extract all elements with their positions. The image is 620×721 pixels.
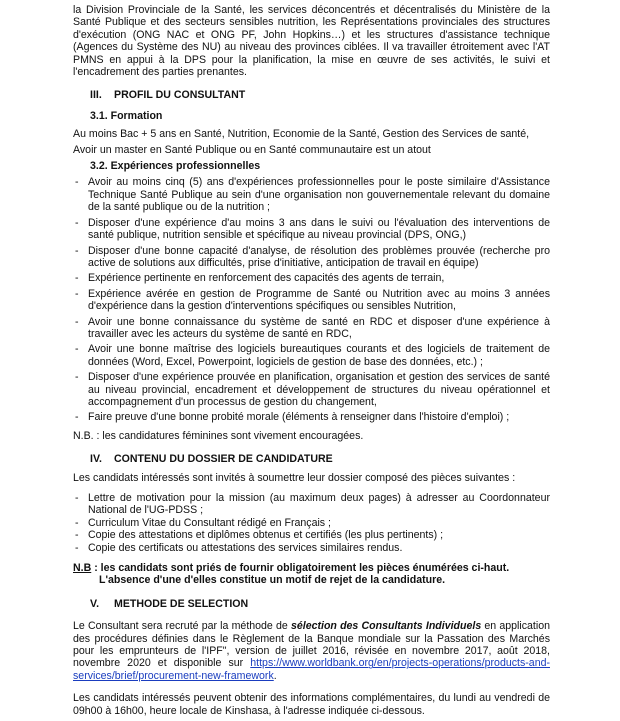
section-5-number: V. xyxy=(90,597,100,610)
list-item: - Avoir au moins cinq (5) ans d'expériences professionnelles pour le poste similaire d'Assistance Technique Santé Publique au sein d'une organisation non gouvernementale relevant du domaine de la santé publique ou de la nutrition ; xyxy=(75,176,550,214)
note-label: N.B xyxy=(73,562,92,575)
list-item: - Expérience pertinente en renforcement des capacités des agents de terrain, xyxy=(75,272,445,285)
section-5-heading xyxy=(90,598,620,610)
experience-list xyxy=(75,176,550,423)
dossier-list xyxy=(75,492,550,554)
selection-method-emphasis: sélection des Consultants Individuels xyxy=(290,620,482,633)
intro-paragraph: la Division Provinciale de la Santé, les services déconcentrés et décentralisés du Ministère de la Santé Publique et des secteurs sensibles nutrition, les Représentations provinciales des structures d'exécution (ONG NAC et ONG PF, John Hopkins…) et les structures d'assistance technique (Agences du Système des NU) au niveau des provinces ciblées. Il va travailler étroitement avec l'AT PMNS en appui à la DPS pour la planification, la mise en œuvre de ses activités, le suivi et l'encadrement des parties prenantes. xyxy=(73,4,550,79)
list-item: - Disposer d'une bonne capacité d'analyse, de résolution des problèmes prouvée (recherche pro active de solutions aux difficultés, prise d'initiative, anticipation de travail en équipe) xyxy=(75,244,550,269)
section-4-heading xyxy=(90,453,620,465)
section-3-title: PROFIL DU CONSULTANT xyxy=(114,89,246,102)
section-3-number: III. xyxy=(90,89,102,102)
list-item: - Copie des attestations et diplômes obtenus et certifiés (les plus pertinents) ; xyxy=(75,529,444,542)
list-item: - Disposer d'une expérience prouvée en planification, organisation et gestion des services de santé au niveau provincial, encadrement et développement de structures du niveau opérationnel et accompagnement d'un processus de gestion du changement, xyxy=(75,371,550,408)
section-4-number: IV. xyxy=(90,453,102,466)
list-item: - Faire preuve d'une bonne probité morale (éléments à renseigner dans l'histoire d'emploi) ; xyxy=(75,411,510,424)
selection-method-paragraph: Le Consultant sera recruté par la méthode de sélection des Consultants Individuels en application des procédures définies dans le Règlement de la Banque mondiale sur la Passation des Marchés pour les emprunteurs de l'IPF", version de juillet 2016, révisée en novembre 2017, août 2018, novembre 2020 et disponible sur https://www.worldbank.org/en/projects-operations/products-and-services/brief/procurement-new-framework. xyxy=(73,620,550,682)
section-3-heading xyxy=(90,89,620,101)
formation-line-2: Avoir un master en Santé Publique ou en Santé communautaire est un atout xyxy=(73,143,431,156)
list-item: - Curriculum Vitae du Consultant rédigé en Français ; xyxy=(75,516,331,529)
women-encouraged-note: N.B. : les candidatures féminines sont vivement encouragées. xyxy=(73,429,364,442)
mandatory-documents-note: N.B : les candidats sont priés de fournir obligatoirement les pièces énumérées ci-haut. L'absence d'une d'elles constitue un motif de rejet de la candidature. xyxy=(73,562,550,587)
formation-heading: 3.1. Formation xyxy=(90,109,163,122)
worldbank-procurement-link[interactable]: https://www.worldbank.org/en/projects-operations/products-and-services/brief/procurement-new-framework xyxy=(73,657,550,682)
list-item: - Copie des certificats ou attestations des services similaires rendus. xyxy=(75,541,403,554)
list-item: - Expérience avérée en gestion de Programme de Santé ou Nutrition avec au moins 3 années d'expérience dans la gestion d'interventions spécifiques ou sensibles Nutrition, xyxy=(75,287,550,313)
section-5-title: METHODE DE SELECTION xyxy=(114,597,249,610)
list-item: - Avoir une bonne maîtrise des logiciels bureautiques courants et des logiciels de traitement de données (Word, Excel, Powerpoint, logiciels de gestion de base des données, etc.) ; xyxy=(75,343,550,368)
experience-heading: 3.2. Expériences professionnelles xyxy=(90,160,261,173)
contact-info-paragraph: Les candidats intéressés peuvent obtenir des informations complémentaires, du lundi au vendredi de 09h00 à 16h00, heure locale de Kinshasa, à l'adresse indiquée ci-dessous. xyxy=(73,692,550,717)
note-rejection-line: L'absence d'une d'elles constitue un motif de rejet de la candidature. xyxy=(99,574,446,587)
formation-line-1: Au moins Bac + 5 ans en Santé, Nutrition, Economie de la Santé, Gestion des Services de santé, xyxy=(73,128,530,141)
section-4-title: CONTENU DU DOSSIER DE CANDIDATURE xyxy=(114,453,333,466)
section-4-intro: Les candidats intéressés sont invités à soumettre leur dossier composé des pièces suivantes : xyxy=(73,471,516,484)
list-item: - Disposer d'une expérience d'au moins 3 ans dans le suivi ou l'évaluation des interventions de santé publique, nutrition sensible et spécifique au niveau provincial (DPS, ONG,) xyxy=(75,216,550,242)
list-item: - Lettre de motivation pour la mission (au maximum deux pages) à adresser au Coordonnateur National de l'UG-PDSS ; xyxy=(75,492,550,517)
list-item: - Avoir une bonne connaissance du système de santé en RDC et disposer d'une expérience à travailler avec les acteurs du système de santé en RDC, xyxy=(75,315,550,340)
